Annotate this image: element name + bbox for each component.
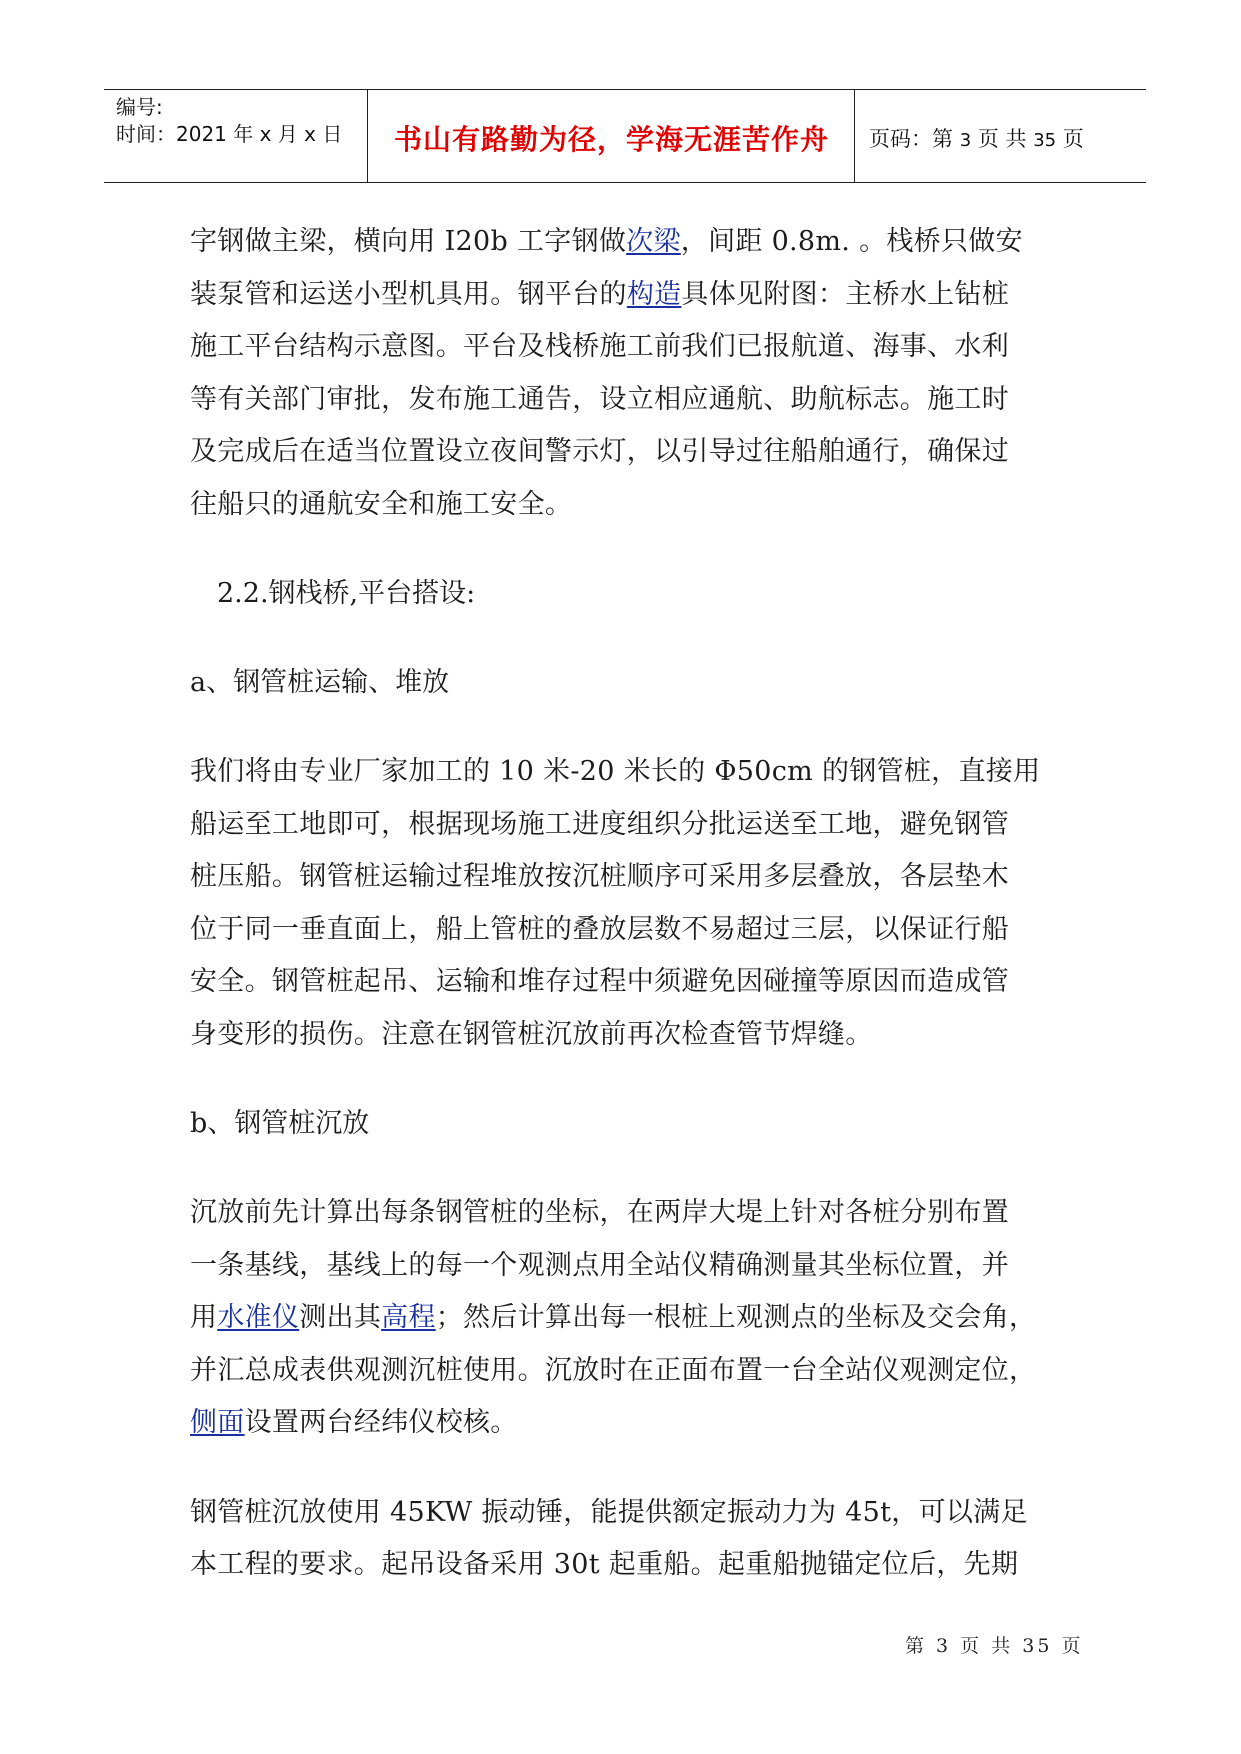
text-line bbox=[190, 269, 1060, 322]
text-line: 及完成后在适当位置设立夜间警示灯，以引导过往船舶通行，确保过 bbox=[190, 436, 1009, 467]
page-number: 3 bbox=[959, 130, 972, 151]
page-header bbox=[104, 89, 1146, 183]
text-run: ；然后计算出每一根桩上观测点的坐标及交会角， bbox=[435, 1302, 1037, 1333]
text-line: 本工程的要求。起吊设备采用 30t 起重船。起重船抛锚定位后，先期 bbox=[190, 1549, 1019, 1580]
header-page-code bbox=[869, 123, 1084, 153]
text-run: 设置两台经纬仪校核。 bbox=[244, 1407, 518, 1438]
page-mid: 页 共 bbox=[977, 127, 1027, 151]
text-line: 安全。钢管桩起吊、运输和堆存过程中须避免因碰撞等原因而造成管 bbox=[190, 966, 1009, 997]
link-gouzao[interactable]: 构造 bbox=[626, 278, 682, 310]
text-line bbox=[190, 1292, 1060, 1345]
text-run: 测出其 bbox=[299, 1302, 382, 1333]
link-shuizhunyi[interactable]: 水准仪 bbox=[217, 1302, 300, 1333]
text-line: 桩压船。钢管桩运输过程堆放按沉桩顺序可采用多层叠放，各层垫木 bbox=[190, 861, 1009, 892]
text-run: 字钢做主梁，横向用 I20b 工字钢做 bbox=[190, 226, 627, 257]
spacer bbox=[190, 1450, 1060, 1487]
paragraph-transport bbox=[190, 746, 1060, 1061]
spacer bbox=[190, 531, 1060, 568]
paragraph-platform bbox=[190, 216, 1060, 531]
document-number-label: 编号: bbox=[116, 95, 163, 119]
text-line bbox=[190, 216, 1060, 269]
spacer bbox=[190, 1150, 1060, 1187]
paragraph-sinking bbox=[190, 1187, 1060, 1450]
text-line: 并汇总成表供观测沉桩使用。沉放时在正面布置一台全站仪观测定位， bbox=[190, 1354, 1037, 1386]
paragraph-vibration-hammer bbox=[190, 1487, 1060, 1592]
text-line bbox=[190, 1397, 1060, 1450]
text-line: 身变形的损伤。注意在钢管桩沉放前再次检查管节焊缝。 bbox=[190, 1018, 873, 1050]
page-footer: 第 3 页 共 35 页 bbox=[905, 1635, 1084, 1657]
document-body bbox=[190, 216, 1060, 1592]
header-divider bbox=[367, 90, 368, 182]
text-run: 具体见附图：主桥水上钻桩 bbox=[681, 278, 1010, 310]
page-total: 35 bbox=[1033, 130, 1057, 151]
text-run: 用 bbox=[190, 1302, 218, 1333]
text-line: 钢管桩沉放使用 45KW 振动锤，能提供额定振动力为 45t，可以满足 bbox=[190, 1496, 1028, 1528]
text-line: 我们将由专业厂家加工的 10 米-20 米长的 Φ50cm 的钢管桩，直接用 bbox=[190, 756, 1041, 787]
text-line: 船运至工地即可，根据现场施工进度组织分批运送至工地，避免钢管 bbox=[190, 808, 1009, 840]
page-prefix: 页码：第 bbox=[869, 127, 953, 151]
subsection-heading-a: a、钢管桩运输、堆放 bbox=[190, 667, 450, 698]
text-line: 施工平台结构示意图。平台及栈桥施工前我们已报航道、海事、水利 bbox=[190, 331, 1009, 362]
spacer bbox=[190, 1061, 1060, 1098]
text-line: 一条基线，基线上的每一个观测点用全站仪精确测量其坐标位置，并 bbox=[190, 1249, 1009, 1281]
text-line: 等有关部门审批，发布施工通告，设立相应通航、助航标志。施工时 bbox=[190, 383, 1009, 415]
text-line: 往船只的通航安全和施工安全。 bbox=[190, 488, 573, 520]
header-divider bbox=[854, 90, 855, 182]
text-line: 位于同一垂直面上，船上管桩的叠放层数不易超过三层，以保证行船 bbox=[190, 913, 1009, 945]
spacer bbox=[190, 620, 1060, 657]
text-line: 沉放前先计算出每条钢管桩的坐标，在两岸大堤上针对各桩分别布置 bbox=[190, 1197, 1009, 1228]
link-cemian[interactable]: 侧面 bbox=[190, 1407, 245, 1438]
header-motto: 书山有路勤为径，学海无涯苦作舟 bbox=[393, 123, 829, 156]
page-suffix: 页 bbox=[1062, 127, 1084, 151]
text-run: ，间距 0.8m. 。栈桥只做安 bbox=[680, 226, 1023, 257]
document-time: 时间：2021 年 x 月 x 日 bbox=[116, 122, 343, 146]
spacer bbox=[190, 709, 1060, 746]
link-gaocheng[interactable]: 高程 bbox=[381, 1302, 436, 1333]
link-cilang[interactable]: 次梁 bbox=[626, 226, 681, 257]
subsection-heading-b: b、钢管桩沉放 bbox=[190, 1108, 370, 1139]
text-run: 装泵管和运送小型机具用。钢平台的 bbox=[190, 278, 627, 310]
section-heading-2-2: 2.2.钢栈桥,平台搭设: bbox=[217, 578, 476, 609]
